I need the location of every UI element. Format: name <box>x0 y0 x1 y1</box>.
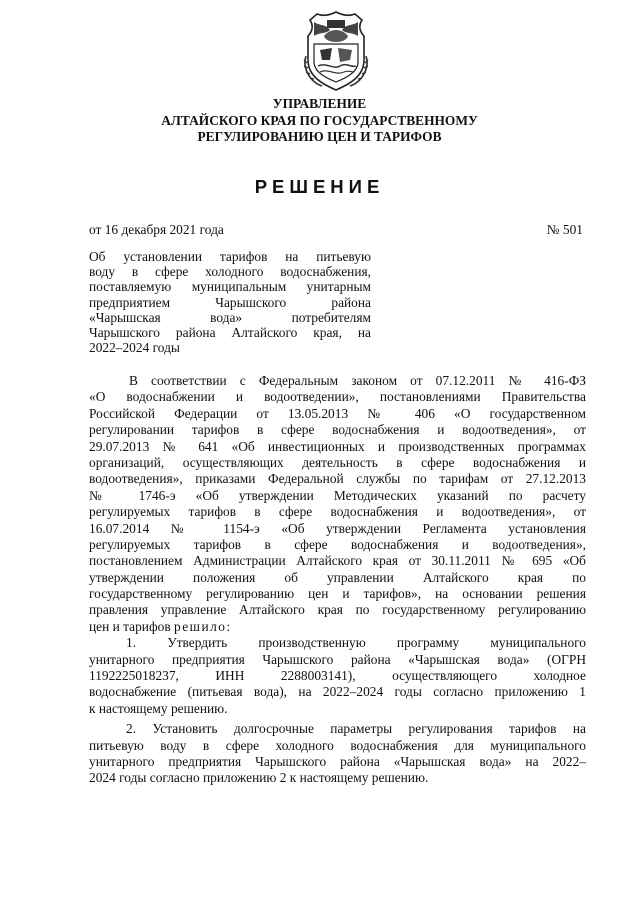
organization-name <box>0 96 639 146</box>
item-2-line: унитарного предприятия Чарышского района «Чарышская вода» на 2022– <box>89 753 586 769</box>
decision-number: № 501 <box>546 222 583 237</box>
item-1-line: водоснабжение (питьевая вода), на 2022–2024 годы согласно приложению 1 <box>89 684 586 700</box>
subject-line: Чарышского района Алтайского края, на <box>89 325 371 341</box>
item-1-line: 1. Утвердить производственную программу муниципального <box>126 635 586 651</box>
preamble-line: утверждении положения об управлении Алтайского края по <box>89 569 586 585</box>
resolution-verb: решило <box>174 618 227 634</box>
preamble-line: «О водоснабжении и водоотведении», постановлениями Правительства <box>89 389 586 405</box>
org-line-3: РЕГУЛИРОВАНИЮ ЦЕН И ТАРИФОВ <box>197 129 442 144</box>
subject-line: поставляемую муниципальным унитарным <box>89 279 371 295</box>
preamble-line: 16.07.2014 № 1154-э «Об утверждении Регламента установления <box>89 520 586 536</box>
preamble-line: постановлением Администрации Алтайского края от 30.11.2011 № 695 «Об <box>89 553 586 569</box>
preamble-line: В соответствии с Федеральным законом от 07.12.2011 № 416-ФЗ <box>129 373 586 388</box>
preamble-line: организаций, осуществляющих деятельность в сфере водоснабжения и <box>89 454 586 470</box>
subject-line: 2022–2024 годы <box>89 340 180 356</box>
preamble-line: № 1746-э «Об утверждении Методических указаний по расчету <box>89 487 586 503</box>
preamble-line: водоотведения», приказами Федеральной службы по тарифам от 27.12.2013 <box>89 471 586 487</box>
preamble-closing-text: цен и тарифов <box>89 618 174 634</box>
preamble-closing-line <box>89 619 586 635</box>
preamble-line: Российской Федерации от 13.05.2013 № 406 «О государственном <box>89 405 586 421</box>
item-2-line: питьевую воду в сфере холодного водоснабжения для муниципального <box>89 737 586 753</box>
resolution-colon: : <box>226 618 231 634</box>
decision-date: от 16 декабря 2021 года <box>89 222 224 237</box>
preamble-line: регулировании тарифов в сфере водоснабжения и водоотведения», от <box>89 422 586 438</box>
org-line-2: АЛТАЙСКОГО КРАЯ ПО ГОСУДАРСТВЕННОМУ <box>161 112 478 128</box>
preamble-line: регулируемых тарифов в сфере водоснабжения и водоотведения», от <box>89 504 586 520</box>
document-title: РЕШЕНИЕ <box>254 176 385 197</box>
decision-body <box>89 373 586 787</box>
preamble-line: 29.07.2013 № 641 «Об инвестиционных и производственных программах <box>89 438 586 454</box>
org-line-1: УПРАВЛЕНИЕ <box>272 96 367 111</box>
preamble-line: правления управление Алтайского края по государственному регулированию <box>89 602 586 618</box>
altai-krai-emblem <box>300 10 372 92</box>
item-1-line: 1192225018237, ИНН 2288003141), осуществляющего холодное <box>89 668 586 684</box>
preamble-line: государственному регулированию цен и тарифов», на основании решения <box>89 586 586 602</box>
subject-line: воду в сфере холодного водоснабжения, <box>89 264 371 280</box>
preamble-line: регулируемых тарифов в сфере водоснабжения и водоотведения», <box>89 536 586 552</box>
decision-subject <box>89 249 371 355</box>
item-2-line: 2. Установить долгосрочные параметры регулирования тарифов на <box>126 721 586 737</box>
item-1-line: к настоящему решению. <box>89 700 228 716</box>
subject-line: Об установлении тарифов на питьевую <box>89 249 371 264</box>
subject-line: предприятием Чарышского района <box>89 294 371 310</box>
item-2-line: 2024 годы согласно приложению 2 к настоящему решению. <box>89 770 429 786</box>
subject-line: «Чарышская вода» потребителям <box>89 309 371 325</box>
item-1-line: унитарного предприятия Чарышского района «Чарышская вода» (ОГРН <box>89 651 586 667</box>
